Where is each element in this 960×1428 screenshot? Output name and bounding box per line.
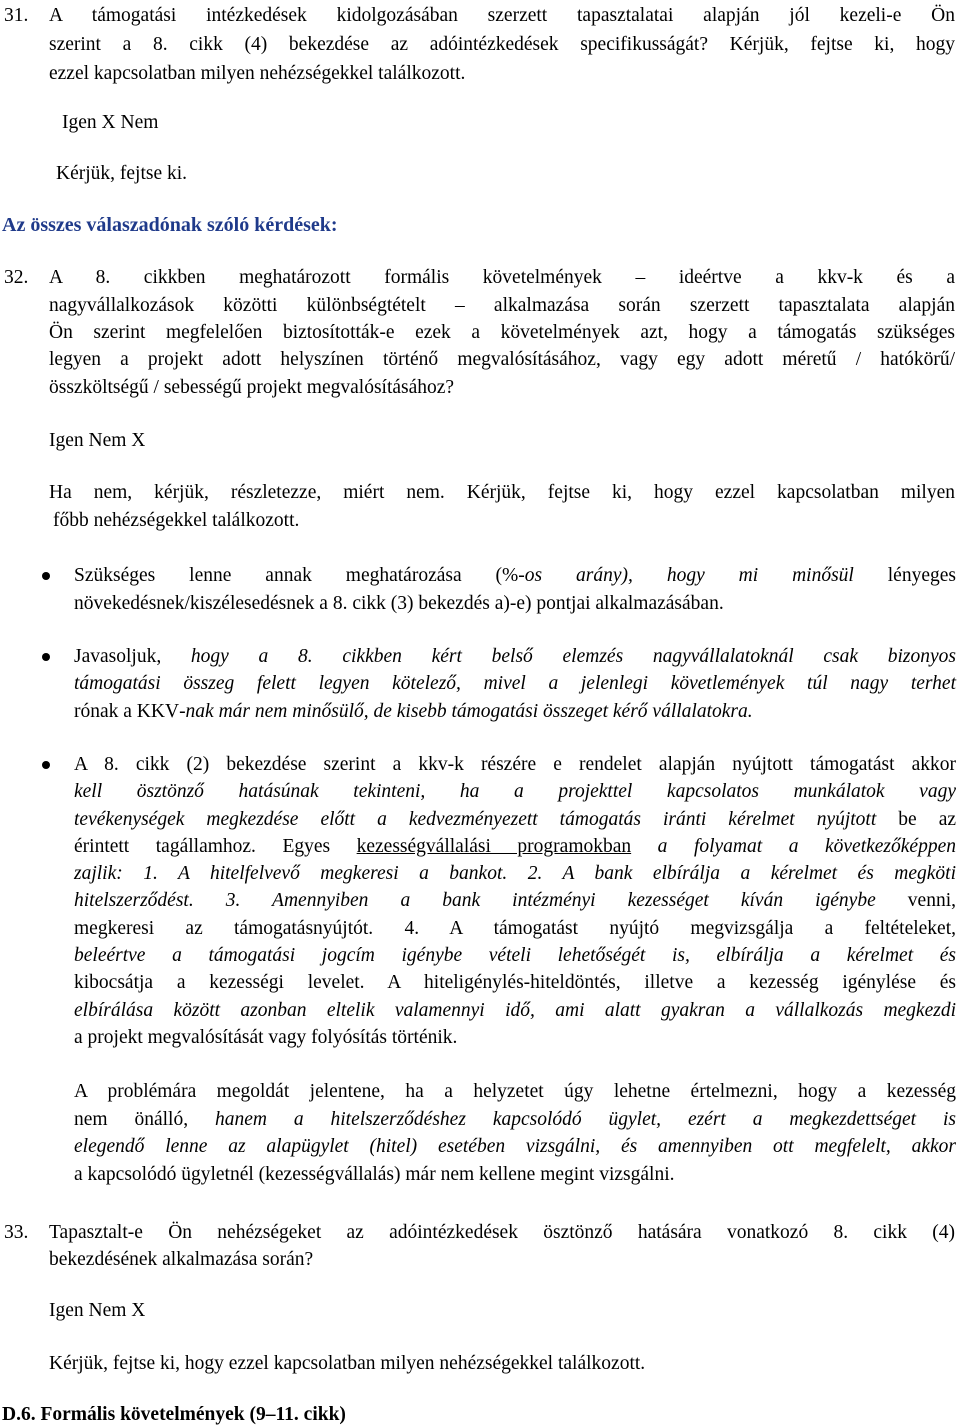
paragraph-line: a kapcsolódó ügyletnél (kezességvállalás) már nem kellene megint vizsgálni. [74,1164,675,1185]
bullet-text-line: kell ösztönző hatásúnak tekinteni, ha a projekttel kapcsolatos munkálatok vagy [74,781,956,802]
paragraph-line: nem önálló, hanem a hitelszerződéshez kapcsolódó ügylet, ezért a megkezdettséget is [74,1109,956,1130]
bullet-text-line: hitelszerződést. 3. Amennyiben a bank intézményi kezességet kíván igénybe venni, [74,890,956,911]
answer-choice: Igen Nem X [49,1300,146,1321]
question-text-line: A támogatási intézkedések kidolgozásában szerzett tapasztalatai alapján jól kezeli-e Ön [49,5,955,26]
question-text-line: Ön szerint megfelelően biztosították-e ezek a követelmények azt, hogy a támogatás szükséges [49,322,955,343]
bullet-text-line: támogatási összeg felett legyen kötelező, mivel a jelenlegi követlemények túl nagy terhet [74,673,956,694]
bullet-icon [42,761,50,769]
section-heading: Az összes válaszadónak szóló kérdések: [2,214,338,236]
question-text-line: nagyvállalkozások közötti különbségtételt – alkalmazása során szerzett tapasztalata alapján [49,295,955,316]
bullet-icon [42,572,50,580]
question-text-line: bekezdésének alkalmazása során? [49,1249,314,1270]
question-text-line: ezzel kapcsolatban milyen nehézségekkel találkozott. [49,63,466,84]
answer-choice: Igen Nem X [49,430,146,451]
explain-prompt-line: Ha nem, kérjük, részletezze, miért nem. Kérjük, fejtse ki, hogy ezzel kapcsolatban milyen [49,482,955,503]
bullet-text-line: tevékenységek megkezdése előtt a kedvezményezett támogatás iránti kérelmet nyújtott be az [74,809,956,830]
bullet-icon [42,653,50,661]
bullet-text-line: érintett tagállamhoz. Egyes kezességvállalási programokban a folyamat a következőképpen [74,836,956,857]
question-text-line: A 8. cikkben meghatározott formális követelmények – ideértve a kkv-k és a [49,267,955,288]
explain-prompt: Kérjük, fejtse ki, hogy ezzel kapcsolatban milyen nehézségekkel találkozott. [49,1353,646,1374]
bullet-text-line: kibocsátja a kezességi levelet. A hiteligénylés-hiteldöntés, illetve a kezesség igénylése és [74,972,956,993]
bullet-text-line: a projekt megvalósítását vagy folyósítás történik. [74,1027,458,1048]
bullet-text-line: növekedésnek/kiszélesedésnek a 8. cikk (3) bekezdés a)-e) pontjai alkalmazásában. [74,593,724,614]
answer-choice: Igen X Nem [62,112,159,133]
explain-prompt-line: főbb nehézségekkel találkozott. [53,510,300,531]
question-text-line: összköltségű / sebességű projekt megvalósításához? [49,377,455,398]
section-footer-heading: D.6. Formális követelmények (9–11. cikk) [2,1404,346,1425]
question-text-line: Tapasztalt-e Ön nehézségeket az adóintézkedések ösztönző hatására vonatkozó 8. cikk (4) [49,1222,955,1243]
explain-prompt: Kérjük, fejtse ki. [56,163,188,184]
question-number: 33. [4,1222,29,1243]
paragraph-line: elegendő lenne az alapügylet (hitel) esetében vizsgálni, és amennyiben ott megfelelt, akkor [74,1136,956,1157]
bullet-text-line: A 8. cikk (2) bekezdése szerint a kkv-k részére e rendelet alapján nyújtott támogatást akkor [74,754,956,775]
question-number: 32. [4,267,29,288]
bullet-text-line: zajlik: 1. A hitelfelvevő megkeresi a bankot. 2. A bank elbírálja a kérelmet és megköti [74,863,956,884]
paragraph-line: A problémára megoldát jelentene, ha a helyzetet úgy lehetne értelmezni, hogy a kezesség [74,1081,956,1102]
question-text-line: szerint a 8. cikk (4) bekezdése az adóintézkedések specifikusságát? Kérjük, fejtse ki, hogy [49,34,955,55]
bullet-text-line: Javasoljuk, hogy a 8. cikkben kért belső elemzés nagyvállalatoknál csak bizonyos [74,646,957,667]
bullet-text-line: elbírálása között azonban eltelik valamennyi idő, ami alatt gyakran a vállalkozás megkezdi [74,1000,956,1021]
bullet-text-line: beleértve a támogatási jogcím igénybe vételi lehetőségét is, elbírálja a kérelmet és [74,945,956,966]
bullet-text-line: megkeresi az támogatásnyújtót. 4. A támogatást nyújtó megvizsgálja a feltételeket, [74,918,956,939]
bullet-text-line: rónak a KKV-nak már nem minősülő, de kisebb támogatási összeget kérő vállalatokra. [74,701,753,722]
bullet-text-line: Szükséges lenne annak meghatározása (%-os arány), hogy mi minősül lényeges [74,565,956,586]
question-text-line: legyen a projekt adott helyszínen történő megvalósításához, vagy egy adott méretű / hatókörű/ [49,349,955,370]
question-number: 31. [4,5,29,26]
